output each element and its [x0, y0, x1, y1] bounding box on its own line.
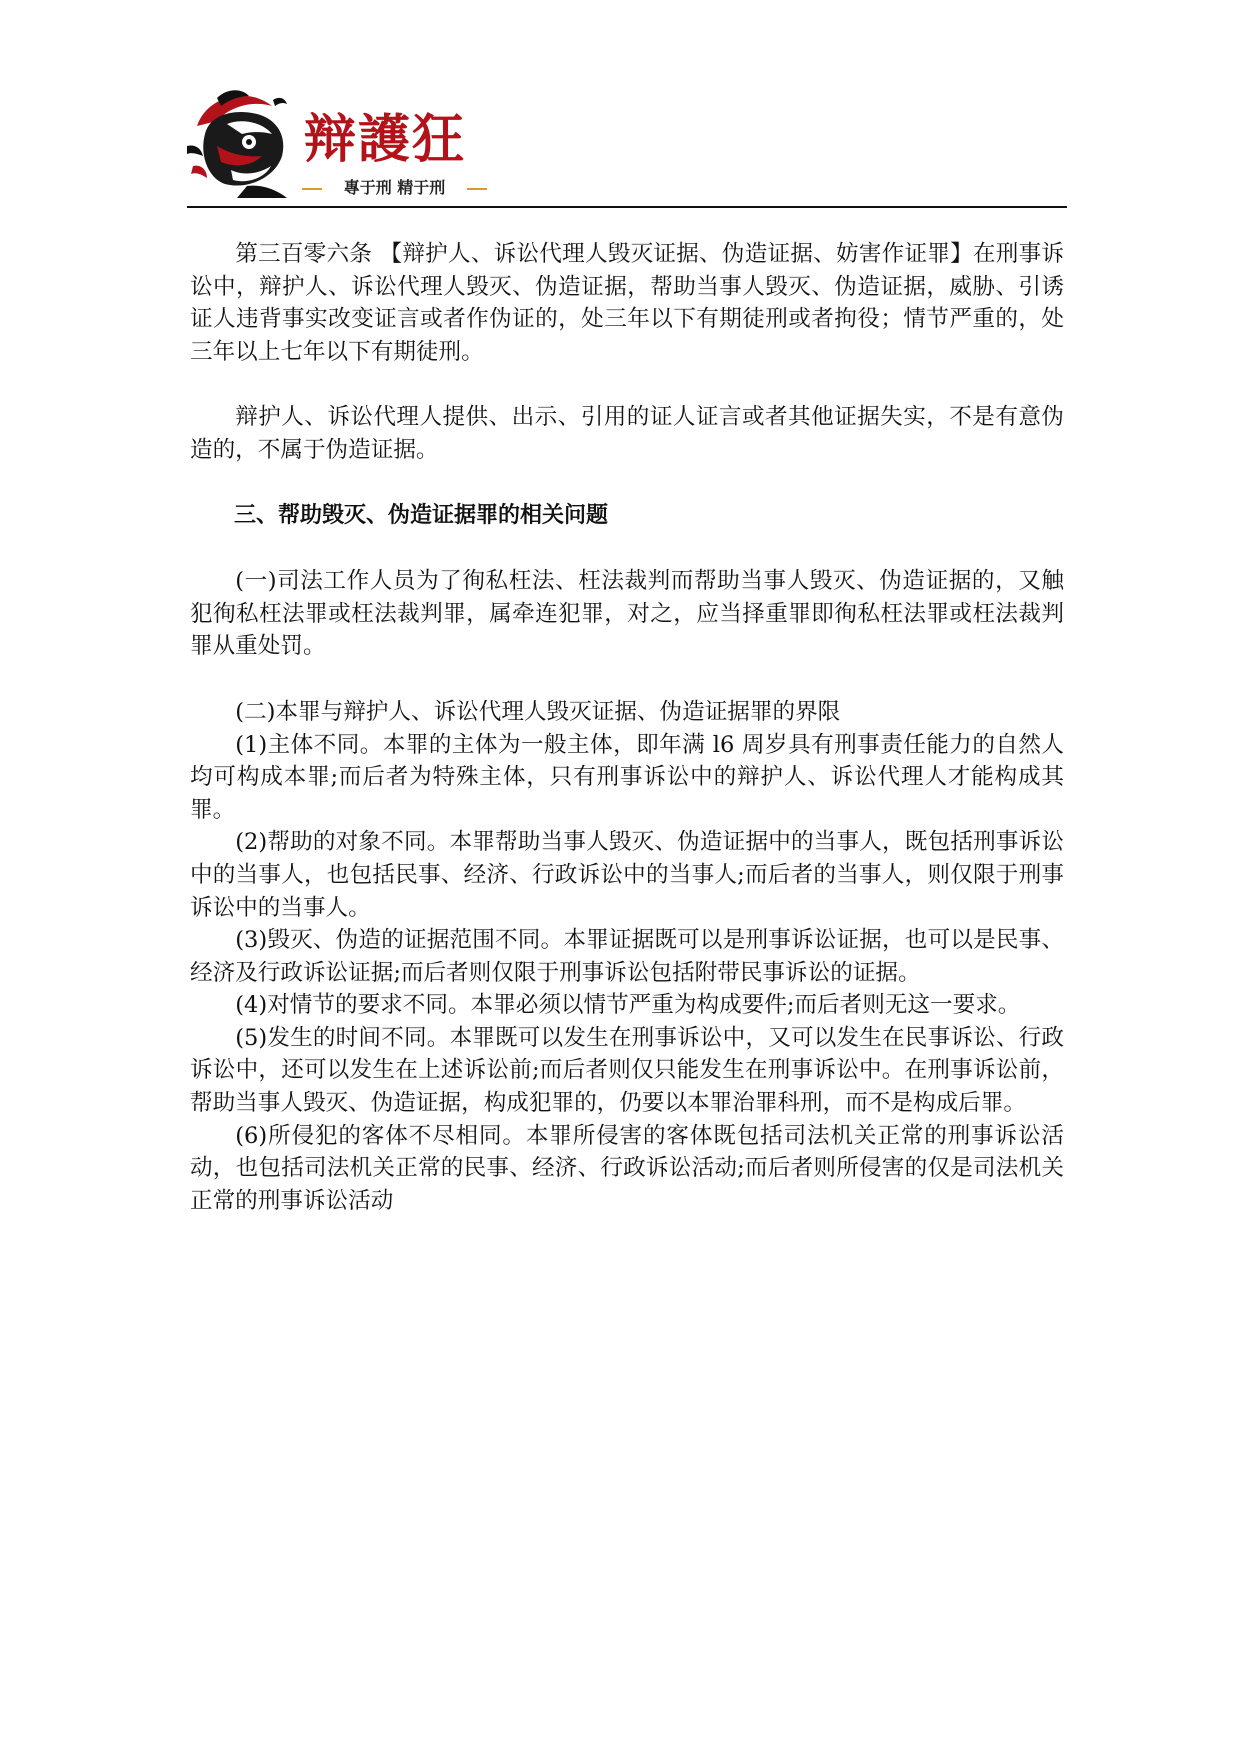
slogan-line-right: [467, 188, 487, 190]
paragraph-issue-2-title: (二)本罪与辩护人、诉讼代理人毁灭证据、伪造证据罪的界限: [235, 698, 841, 725]
brand-name: 辩護狂: [304, 110, 467, 170]
section-heading: 三、帮助毁灭、伪造证据罪的相关问题: [234, 502, 609, 528]
paragraph-point-1: (1)主体不同。本罪的主体为一般主体，即年满 l6 周岁具有刑事责任能力的自然人均可构成本罪;而后者为特殊主体，只有刑事诉讼中的辩护人、诉讼代理人才能构成其罪。: [190, 731, 1064, 823]
paragraph-article-306-clause-2: 辩护人、诉讼代理人提供、出示、引用的证人证言或者其他证据失实，不是有意伪造的，不属于伪造证据。: [190, 404, 1064, 463]
paragraph-point-3: (3)毁灭、伪造的证据范围不同。本罪证据既可以是刑事诉讼证据，也可以是民事、经济及行政诉讼证据;而后者则仅限于刑事诉讼包括附带民事诉讼的证据。: [190, 927, 1064, 986]
paragraph-point-4: (4)对情节的要求不同。本罪必须以情节严重为构成要件;而后者则无这一要求。: [235, 992, 1021, 1019]
paragraph-point-5: (5)发生的时间不同。本罪既可以发生在刑事诉讼中，又可以发生在民事诉讼、行政诉讼中，还可以发生在上述诉讼前;而后者则仅只能发生在刑事诉讼中。在刑事诉讼前，帮助当事人毁灭、伪造证据，构成犯罪的，仍要以本罪治罪科刑，而不是构成后罪。: [190, 1024, 1064, 1117]
slogan-line-left: [302, 188, 322, 190]
header-divider: [187, 206, 1067, 208]
paragraph-point-2: (2)帮助的对象不同。本罪帮助当事人毁灭、伪造证据中的当事人，既包括刑事诉讼中的当事人，也包括民事、经济、行政诉讼中的当事人;而后者的当事人，则仅限于刑事诉讼中的当事人。: [190, 829, 1064, 921]
opera-mask-logo-icon: [187, 86, 297, 198]
paragraph-point-6: (6)所侵犯的客体不尽相同。本罪所侵害的客体既包括司法机关正常的刑事诉讼活动，也包括司法机关正常的民事、经济、行政诉讼活动;而后者则所侵害的仅是司法机关正常的刑事诉讼活动: [190, 1122, 1064, 1214]
slogan: 專于刑 精于刑: [343, 178, 446, 197]
document-body: [190, 238, 1064, 1217]
paragraph-article-306: 第三百零六条 【辩护人、诉讼代理人毁灭证据、伪造证据、妨害作证罪】在刑事诉讼中，辩护人、诉讼代理人毁灭、伪造证据，帮助当事人毁灭、伪造证据，威胁、引诱证人违背事实改变证言或者作伪证的，处三年以下有期徒刑或者拘役；情节严重的，处三年以上七年以下有期徒刑。: [190, 241, 1064, 365]
paragraph-issue-1: (一)司法工作人员为了徇私枉法、枉法裁判而帮助当事人毁灭、伪造证据的，又触犯徇私枉法罪或枉法裁判罪，属牵连犯罪，对之，应当择重罪即徇私枉法罪或枉法裁判罪从重处罚。: [190, 568, 1064, 660]
slogan-block: [302, 178, 487, 198]
page-header: [187, 86, 1067, 206]
